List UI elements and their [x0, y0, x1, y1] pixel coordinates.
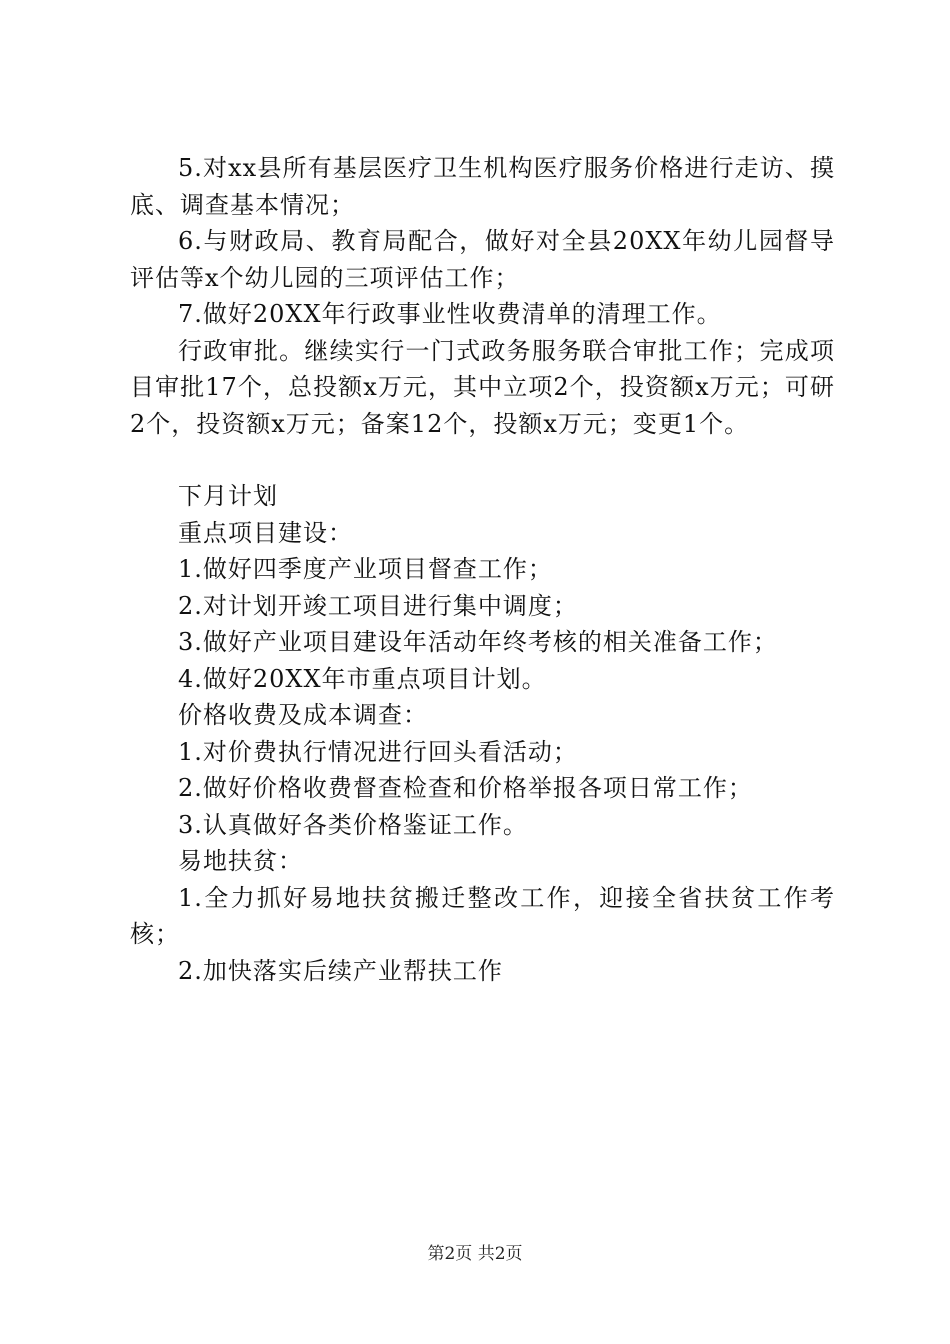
paragraph-gap: [130, 442, 835, 478]
paragraph-item-6: 6.与财政局、教育局配合，做好对全县20XX年幼儿园督导评估等x个幼儿园的三项评估工作；: [130, 227, 835, 292]
list-item: 3.认真做好各类价格鉴证工作。: [178, 810, 528, 839]
document-body: [130, 150, 835, 989]
paragraph-item-7: 7.做好20XX年行政事业性收费清单的清理工作。: [178, 300, 722, 328]
paragraph-administrative-approval: 行政审批。继续实行一门式政务服务联合审批工作；完成项目审批17个，总投额x万元，其中立项2个，投资额x万元；可研2个，投资额x万元；备案12个，投额x万元；变更1个。: [130, 336, 835, 438]
list-item: 2.对计划开竣工项目进行集中调度；: [178, 591, 578, 620]
list-item: 2.加快落实后续产业帮扶工作: [178, 956, 503, 985]
list-item: 1.做好四季度产业项目督查工作；: [178, 555, 553, 583]
paragraph-item-5: 5.对xx县所有基层医疗卫生机构医疗服务价格进行走访、摸底、调查基本情况；: [130, 154, 835, 219]
heading-key-projects: 重点项目建设：: [178, 518, 353, 547]
heading-relocation-poverty: 易地扶贫：: [178, 847, 303, 875]
heading-next-month-plan: 下月计划: [178, 482, 278, 510]
list-item: 3.做好产业项目建设年活动年终考核的相关准备工作；: [178, 628, 778, 656]
list-item: 1.全力抓好易地扶贫搬迁整改工作，迎接全省扶贫工作考核；: [130, 883, 835, 948]
page-number-footer: 第2页 共2页: [427, 1244, 523, 1264]
list-item: 4.做好20XX年市重点项目计划。: [178, 664, 547, 693]
list-item: 1.对价费执行情况进行回头看活动；: [178, 737, 578, 766]
heading-price-survey: 价格收费及成本调查：: [178, 701, 428, 729]
list-item: 2.做好价格收费督查检查和价格举报各项日常工作；: [178, 774, 753, 802]
